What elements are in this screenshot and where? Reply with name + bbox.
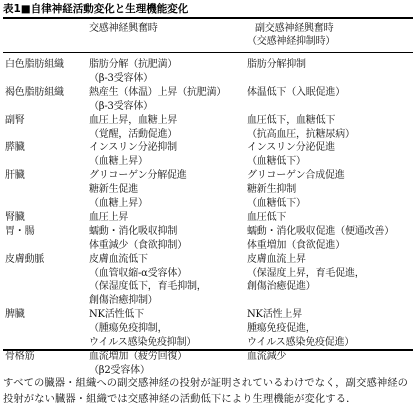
- row-parasympathetic-line: （血糖低下）: [247, 198, 306, 209]
- row-parasympathetic-line: 皮膚血流上昇: [247, 253, 306, 265]
- row-sympathetic-line: 血圧上昇: [89, 211, 129, 223]
- header-rule: [3, 52, 413, 53]
- row-organ: 腎臓: [5, 211, 25, 223]
- row-sympathetic-line: グリコーゲン分解促進: [89, 170, 187, 182]
- row-parasympathetic-line: NK活性上昇: [247, 309, 303, 321]
- row-sympathetic-line: 創傷治癒抑制）: [89, 295, 158, 307]
- row-sympathetic-line: 糖新生促進: [89, 184, 138, 196]
- row-organ: 白色脂肪組織: [5, 59, 64, 70]
- row-parasympathetic-line: 血流減少: [247, 350, 287, 362]
- row-organ: 脾臓: [5, 309, 25, 321]
- row-parasympathetic-line: 体温低下（入眠促進）: [247, 86, 345, 98]
- row-organ: 皮膚動脈: [5, 253, 45, 265]
- row-parasympathetic-line: 創傷治癒促進）: [247, 281, 316, 293]
- row-sympathetic-line: 血圧上昇，血糖上昇: [89, 114, 178, 126]
- row-parasympathetic-line: 体重増加（食欲促進）: [247, 239, 345, 251]
- row-sympathetic-line: （β-3受容体）: [89, 72, 153, 84]
- header-parasympathetic-line2: （交感神経抑制時）: [247, 36, 336, 47]
- row-parasympathetic-line: 腫瘍免疫促進，: [247, 323, 316, 335]
- row-sympathetic-line: （血糖上昇）: [89, 198, 148, 209]
- row-organ: 褐色脂肪組織: [5, 86, 64, 98]
- row-sympathetic-line: 蠕動・消化吸収抑制: [89, 225, 178, 237]
- row-organ: 肝臓: [5, 170, 25, 182]
- row-sympathetic-line: 皮膚血流低下: [89, 253, 148, 265]
- row-sympathetic-line: （血糖上昇）: [89, 156, 148, 168]
- row-parasympathetic-line: （血糖低下）: [247, 156, 306, 168]
- row-parasympathetic-line: （抗高血圧，抗糖尿病）: [247, 128, 355, 140]
- row-parasympathetic-line: グリコーゲン合成促進: [247, 170, 345, 182]
- row-parasympathetic-line: 糖新生抑制: [247, 184, 296, 196]
- row-sympathetic-line: （β-3受容体）: [89, 100, 153, 112]
- row-sympathetic-line: 体重減少（食欲抑制）: [89, 239, 187, 251]
- row-sympathetic-line: インスリン分泌抑制: [89, 142, 177, 154]
- row-sympathetic-line: 熱産生（体温）上昇（抗肥満）: [89, 86, 227, 98]
- top-rule: [3, 17, 413, 19]
- row-sympathetic-line: （β2受容体）: [89, 364, 150, 376]
- row-sympathetic-line: 脂肪分解（抗肥満）: [89, 59, 178, 70]
- row-sympathetic-line: （保湿度低下，育毛抑制，: [89, 281, 207, 293]
- row-sympathetic-line: （覚醒，活動促進）: [89, 128, 178, 140]
- row-parasympathetic-line: （保湿度上昇，育毛促進，: [247, 267, 365, 279]
- row-parasympathetic-line: ウイルス感染免疫促進）: [247, 337, 355, 348]
- row-parasympathetic-line: 血圧低下，血糖低下: [247, 114, 336, 126]
- table-title: 表1■自律神経活動変化と生理機能変化: [3, 3, 189, 15]
- row-parasympathetic-line: 血圧低下: [247, 211, 287, 223]
- row-sympathetic-line: （血管収縮-α受容体）: [89, 267, 187, 279]
- row-organ: 膵臓: [5, 142, 25, 154]
- row-sympathetic-line: ウイルス感染免疫抑制）: [89, 337, 197, 348]
- header-parasympathetic-line1: 副交感神経興奮時: [255, 23, 334, 34]
- row-sympathetic-line: NK活性低下: [89, 309, 145, 321]
- row-parasympathetic-line: 蠕動・消化吸収促進（便通改善）: [247, 225, 394, 237]
- row-sympathetic-line: （腫瘍免疫抑制，: [89, 323, 168, 335]
- header-sympathetic: 交感神経興奮時: [89, 23, 158, 34]
- row-organ: 骨格筋: [5, 350, 35, 362]
- bottom-rule: [3, 349, 413, 351]
- row-organ: 胃・腸: [5, 225, 35, 237]
- footnote: すべての臓器・組織への副交感神経の投射が証明されているわけでなく，副交感神経の投射がない臓器・組織では交感神経の活動低下により生理機能が変化する．: [3, 377, 409, 405]
- row-organ: 副腎: [5, 114, 25, 126]
- row-sympathetic-line: 血流増加（疲労回復）: [89, 350, 187, 362]
- row-parasympathetic-line: 脂肪分解抑制: [247, 59, 306, 70]
- row-parasympathetic-line: インスリン分泌促進: [247, 142, 335, 154]
